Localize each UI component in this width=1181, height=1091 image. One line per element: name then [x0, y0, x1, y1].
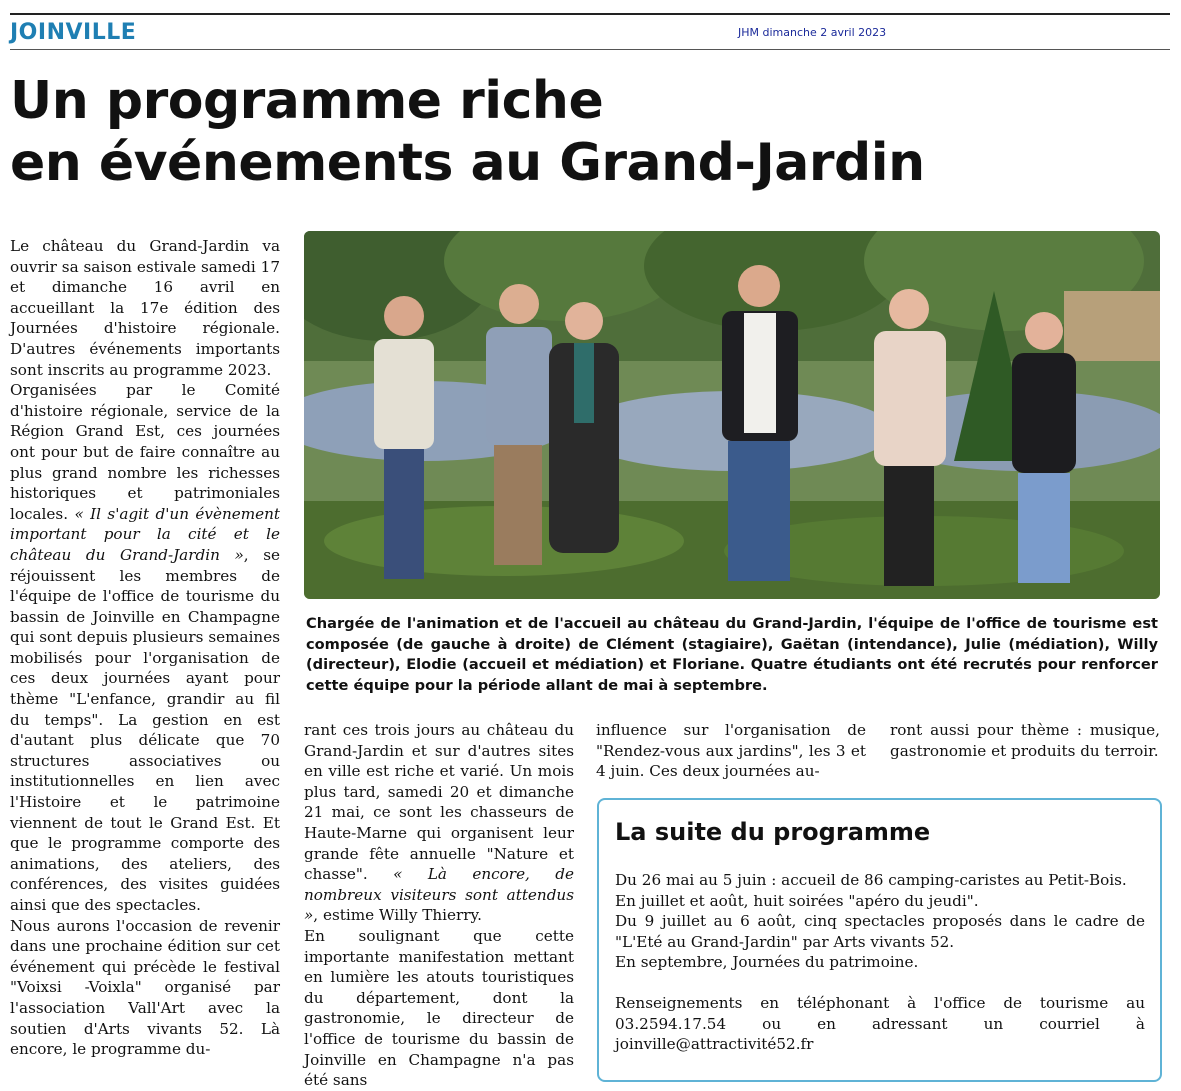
photo-caption: Chargée de l'animation et de l'accueil au château du Grand-Jardin, l'équipe de l'office de tourisme est composée (de gauche à droite) de Clément (stagiaire), Gaëtan (intendance), Julie (médiation), Willy (directeur), Elodie (accueil et médiation) et Floriane. Quatre étudiants ont été recrutés pour renforcer cette équipe pour la période allant de mai à septembre.	[306, 615, 1158, 694]
programme-line-4: En septembre, Journées du patrimoine.	[615, 953, 919, 972]
section-label: JOINVILLE	[10, 20, 137, 45]
person-willy	[722, 265, 798, 581]
programme-box-title: La suite du programme	[615, 818, 931, 846]
article-column-1	[10, 236, 280, 1060]
programme-line-2: En juillet et août, huit soirées "apéro du jeudi".	[615, 891, 979, 910]
team-photo	[304, 231, 1160, 599]
paragraph-intro: Le château du Grand-Jardin va ouvrir sa saison estivale samedi 17 et dimanche 16 avril en accueillant la 17e édition des Journées d'histoire régionale. D'autres événements importants sont inscrits au programme 2023.	[10, 237, 280, 379]
programme-box-body	[615, 870, 1145, 1055]
article-column-2	[304, 720, 574, 1091]
section-rule	[10, 49, 1170, 50]
article-column-3	[596, 720, 866, 782]
dateline: JHM dimanche 2 avril 2023	[738, 26, 887, 39]
quote-office: « Il s'agit d'un évènement important pour la cité et le château du Grand-Jardin »	[10, 504, 281, 564]
article-column-4	[890, 720, 1160, 761]
paragraph-organisation: Organisées par le Comité d'histoire régionale, service de la Région Grand Est, ces journées ont pour but de faire connaître au plus grand nombre les richesses historiques et patrimoniales locales. « Il s'agit d'un évènement important pour la cité et le château du Grand-Jardin », se réjouissent les membres de l'équipe de l'office de tourisme du bassin de Joinville en Champagne qui sont depuis plusieurs semaines mobilisés pour l'organisation de ces deux journées ayant pour thème "L'enfance, grandir au fil du temps". La gestion en est d'autant plus délicate que 70 structures associatives ou institutionnelles en lien avec l'Histoire et le patrimoine viennent de tout le Grand Est. Et que le programme comporte des animations, des ateliers, des conférences, des visites guidées ainsi que des spectacles.	[10, 381, 281, 914]
paragraph-jardins: influence sur l'organisation de "Rendez-vous aux jardins", les 3 et 4 juin. Ces deux journées au-	[596, 721, 866, 781]
programme-line-3: Du 9 juillet au 6 août, cinq spectacles proposés dans le cadre de "L'Eté au Grand-Jardin" par Arts vivants 52.	[615, 912, 1145, 951]
paragraph-manifestation: En soulignant que cette importante manifestation mettant en lumière les atouts touristiques du département, dont la gastronomie, le directeur de l'office de tourisme du bassin de Joinville en Champagne n'a pas été sans	[304, 926, 574, 1090]
programme-gap	[615, 973, 1145, 993]
paragraph-festival: Nous aurons l'occasion de revenir dans une prochaine édition sur cet événement qui précède le festival "Voixsi -Voixla" organisé par l'association Vall'Art avec la soutien d'Arts vivants 52. Là encore, le programme du-	[10, 916, 280, 1059]
top-rule	[10, 13, 1170, 15]
programme-line-1: Du 26 mai au 5 juin : accueil de 86 camping-caristes au Petit-Bois.	[615, 871, 1127, 889]
headline-line-1: Un programme riche	[10, 71, 604, 131]
paragraph-themes: ront aussi pour thème : musique, gastronomie et produits du terroir.	[890, 721, 1160, 760]
headline	[10, 70, 1170, 194]
programme-contact: Renseignements en téléphonant à l'office de tourisme au 03.2594.17.54 ou en adressant un courriel à joinville@attractivité52.fr	[615, 993, 1145, 1054]
paragraph-chasse: rant ces trois jours au château du Grand-Jardin et sur d'autres sites en ville est riche et varié. Un mois plus tard, samedi 20 et dimanche 21 mai, ce sont les chasseurs de Haute-Marne qui organisent leur grande fête annuelle "Nature et chasse". « Là encore, de nombreux visiteurs sont attendus », estime Willy Thierry.	[304, 721, 574, 925]
headline-line-2: en événements au Grand-Jardin	[10, 133, 925, 193]
quote-willy: « Là encore, de nombreux visiteurs sont attendus »	[304, 865, 574, 925]
programme-box	[597, 798, 1162, 1082]
